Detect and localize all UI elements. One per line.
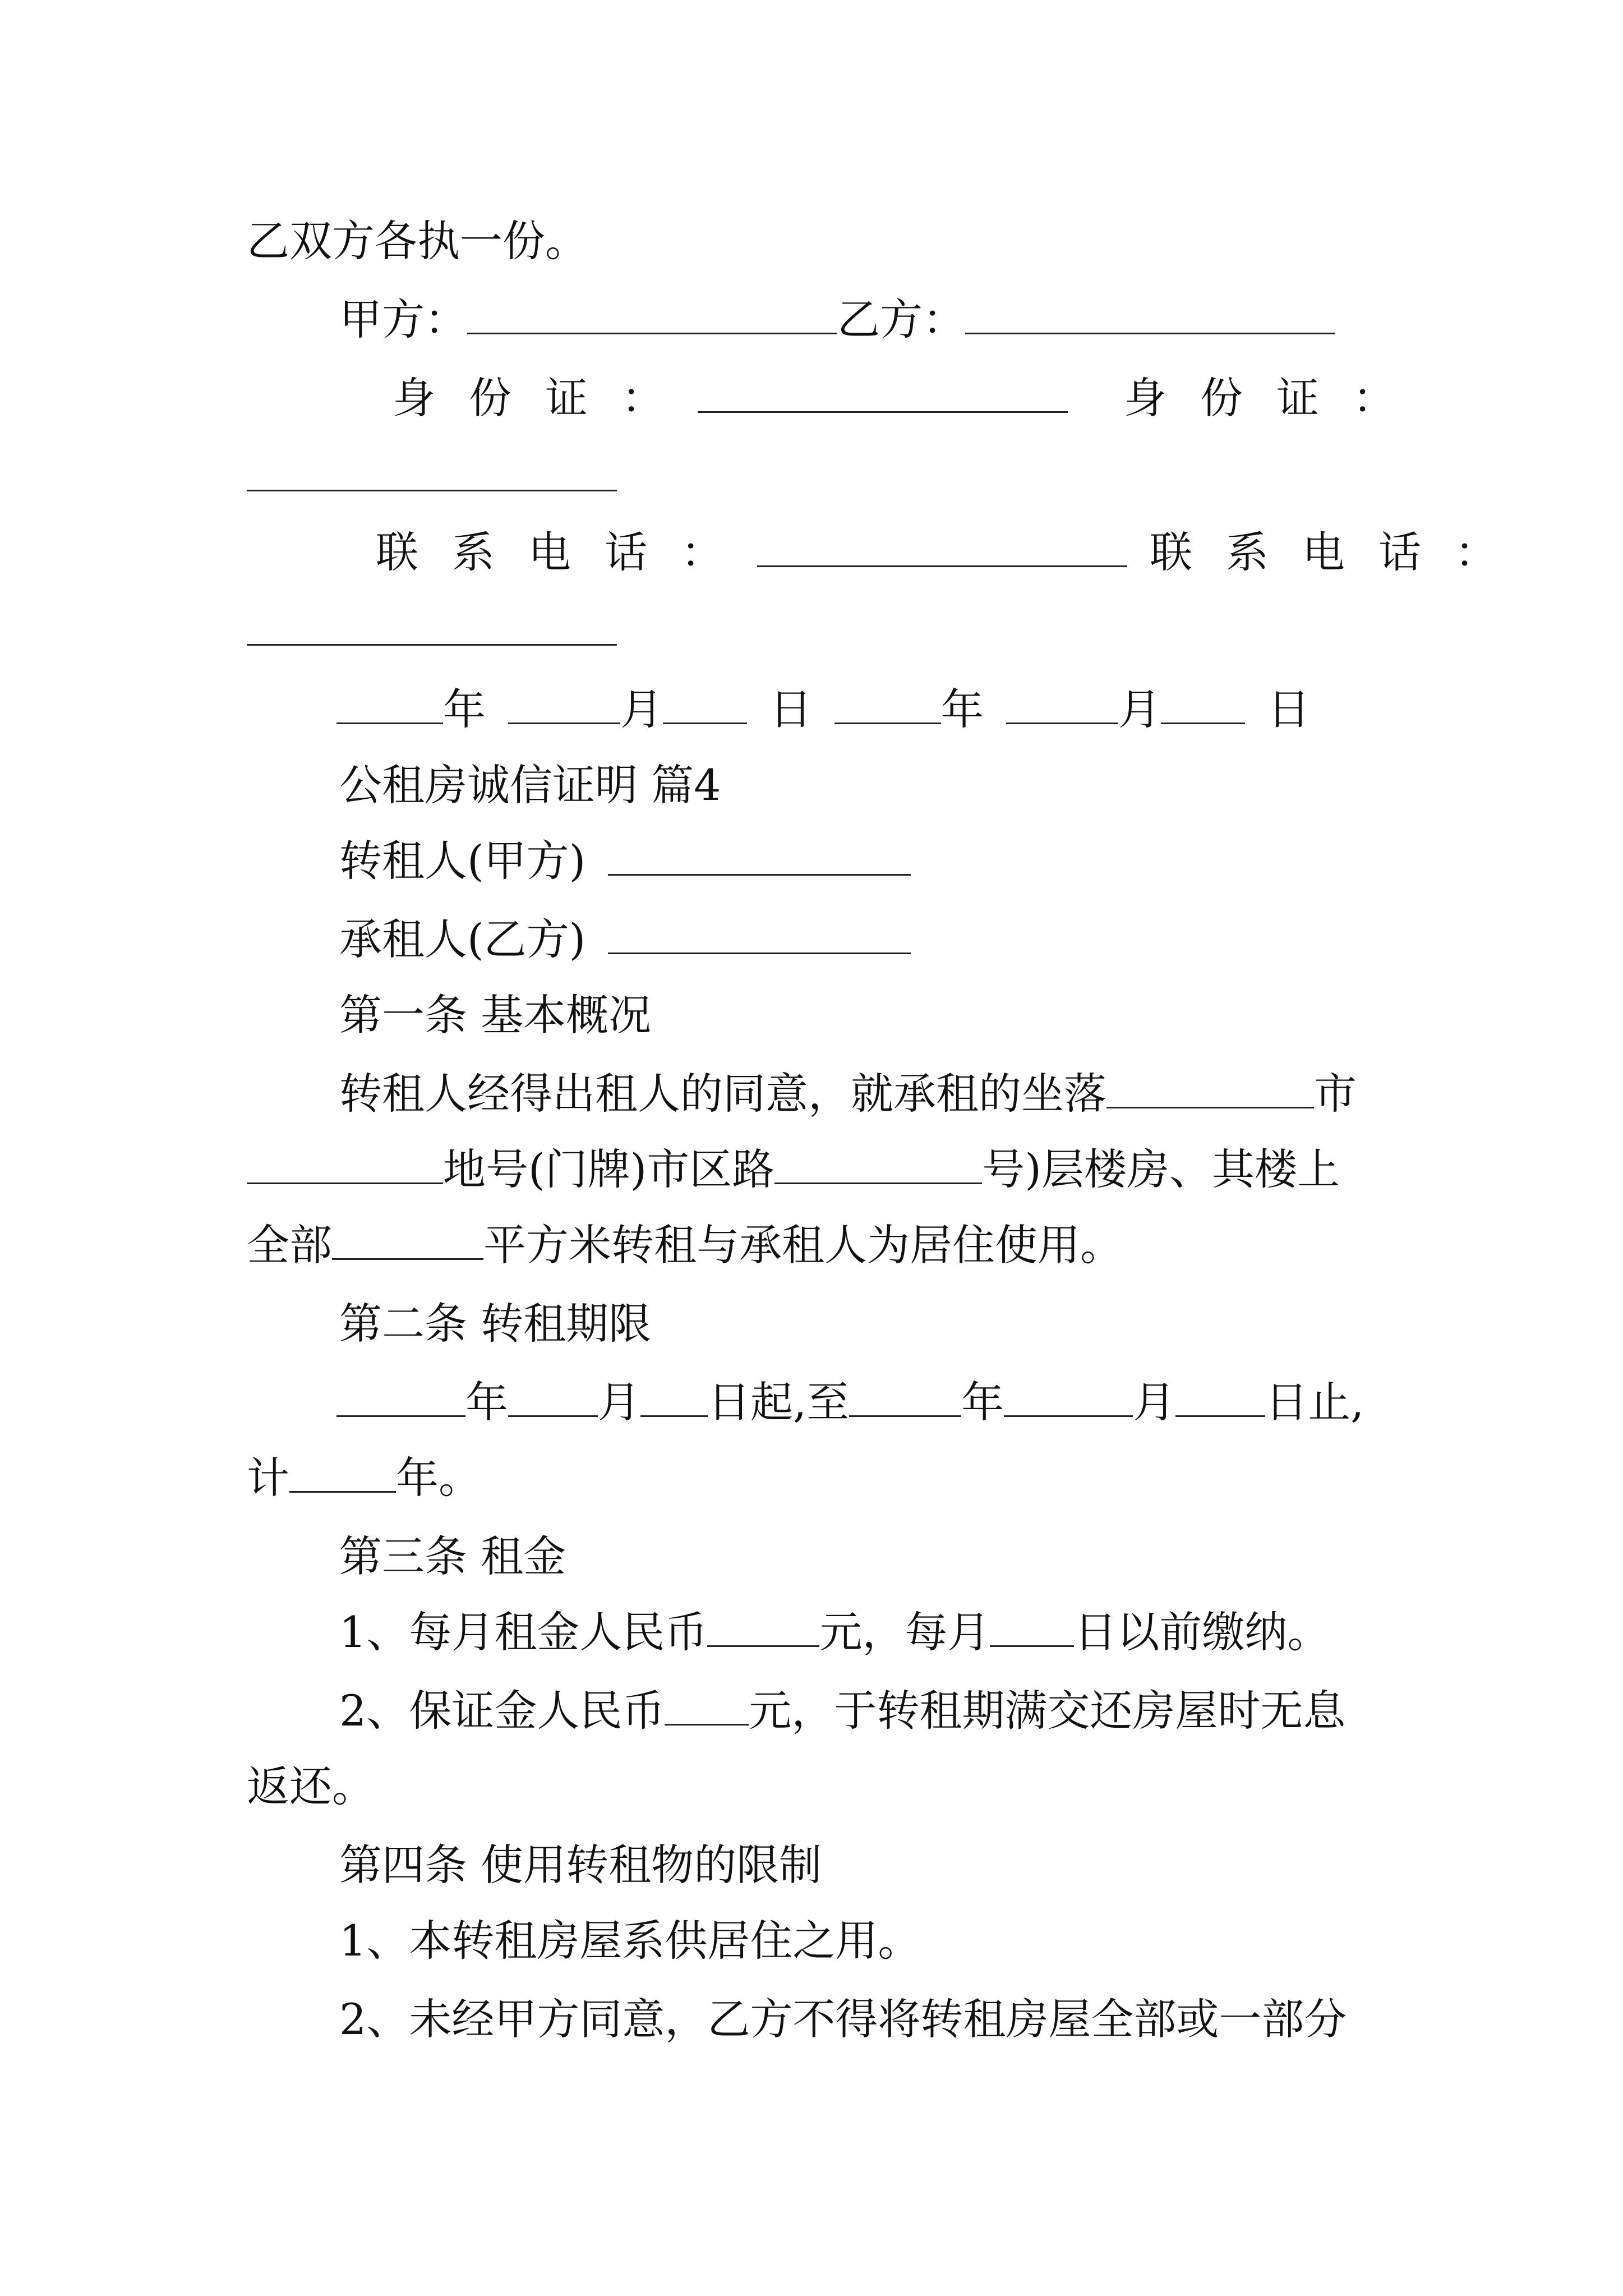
text-line — [247, 1142, 1340, 1198]
article-heading — [339, 1529, 566, 1585]
party-a-blank[interactable] — [467, 296, 837, 334]
text-span: 地号(门牌)市区路 — [443, 1144, 775, 1194]
date-blank[interactable] — [508, 685, 620, 724]
text-line — [339, 833, 911, 889]
sublessee-blank[interactable] — [608, 915, 911, 954]
text-span: 年。 — [396, 1453, 481, 1503]
text-line — [339, 1913, 920, 1969]
date-blank[interactable] — [336, 1378, 465, 1417]
id-card-label-b: 身份证： — [1124, 373, 1429, 423]
text-span: 第四条 使用转租物的限制 — [339, 1840, 822, 1890]
date-blank[interactable] — [834, 685, 941, 724]
text-span: 平方米转租与承租人为居住使用。 — [483, 1220, 1123, 1270]
date-blank[interactable] — [640, 1378, 708, 1417]
text-span: 月 — [1133, 1377, 1176, 1427]
text-span: 计 — [247, 1453, 289, 1503]
date-blank[interactable] — [849, 1378, 961, 1417]
payment-day-blank[interactable] — [990, 1608, 1074, 1647]
signature-party-line — [339, 292, 1335, 348]
id-card-blank-a[interactable] — [698, 374, 1068, 413]
text-span: 乙双方各执一份。 — [247, 216, 588, 266]
party-b-label: 乙方： — [837, 295, 965, 344]
sublessor-blank[interactable] — [608, 837, 911, 876]
date-blank[interactable] — [508, 1378, 598, 1417]
text-line — [339, 1683, 1345, 1739]
date-blank[interactable] — [1161, 685, 1245, 724]
text-span: 日起,至 — [708, 1377, 850, 1427]
text-span: 月 — [598, 1377, 640, 1427]
term-line — [336, 1374, 1364, 1430]
text-line — [339, 1066, 1357, 1122]
land-number-blank[interactable] — [247, 1145, 443, 1184]
date-blank[interactable] — [1006, 685, 1118, 724]
id-card-line — [393, 370, 1429, 426]
phone-continuation — [247, 603, 617, 659]
id-card-blank-b[interactable] — [247, 453, 617, 491]
text-span: 日 — [1267, 684, 1310, 734]
party-b-blank[interactable] — [965, 296, 1335, 334]
phone-label-a: 联系电话： — [376, 527, 757, 577]
text-span: 公租房诚信证明 篇4 — [339, 760, 721, 810]
text-span: 元，于转租期满交还房屋时无息 — [749, 1686, 1346, 1736]
date-blank[interactable] — [1004, 1378, 1133, 1417]
text-span: 第二条 转租期限 — [339, 1299, 652, 1349]
text-span: 日 — [769, 684, 812, 734]
text-line — [247, 213, 588, 269]
text-line — [339, 912, 911, 968]
text-span: 年 — [941, 684, 984, 734]
text-span: 月 — [620, 684, 663, 734]
date-line — [336, 682, 1310, 738]
deposit-blank[interactable] — [665, 1687, 749, 1726]
text-line — [247, 1450, 481, 1506]
text-span: 转租人经得出租人的同意，就承租的坐落 — [339, 1069, 1106, 1119]
phone-blank-b[interactable] — [247, 607, 617, 646]
article-heading — [339, 1837, 822, 1893]
text-line — [339, 1991, 1347, 2047]
text-line — [247, 1217, 1123, 1273]
text-span: 转租人(甲方) — [339, 836, 586, 886]
text-span: 日以前缴纳。 — [1074, 1607, 1330, 1657]
text-span: 1、本转租房屋系供居住之用。 — [339, 1916, 921, 1966]
date-blank[interactable] — [663, 685, 747, 724]
years-blank[interactable] — [289, 1454, 396, 1493]
text-span: 号)层楼房、其楼上 — [982, 1144, 1340, 1194]
id-card-label-a: 身份证： — [393, 373, 698, 423]
phone-line — [376, 524, 1531, 581]
text-span: 日止, — [1265, 1377, 1364, 1427]
id-card-continuation — [247, 449, 617, 505]
text-span: 年 — [443, 684, 486, 734]
section-heading — [339, 757, 721, 813]
article-heading — [339, 1296, 651, 1352]
text-span: 1、每月租金人民币 — [339, 1607, 708, 1657]
text-span: 月 — [1118, 684, 1161, 734]
text-span: 第三条 租金 — [339, 1531, 566, 1581]
text-span: 2、未经甲方同意，乙方不得将转租房屋全部或一部分 — [339, 1994, 1347, 2044]
phone-label-b: 联系电话： — [1150, 527, 1531, 577]
text-span: 返还。 — [247, 1761, 375, 1811]
text-line — [247, 1759, 375, 1815]
text-span: 2、保证金人民币 — [339, 1686, 665, 1736]
phone-blank-a[interactable] — [757, 528, 1127, 567]
text-span: 第一条 基本概况 — [339, 990, 652, 1040]
area-blank[interactable] — [332, 1221, 483, 1260]
text-span: 承租人(乙方) — [339, 914, 586, 964]
text-span: 元，每月 — [819, 1607, 990, 1657]
monthly-rent-blank[interactable] — [707, 1608, 819, 1647]
text-span: 全部 — [247, 1220, 332, 1270]
road-number-blank[interactable] — [774, 1145, 982, 1184]
party-a-label: 甲方： — [339, 295, 467, 344]
date-blank[interactable] — [1175, 1378, 1265, 1417]
date-blank[interactable] — [336, 685, 443, 724]
article-heading — [339, 987, 651, 1043]
text-span: 市 — [1314, 1069, 1357, 1119]
text-span: 年 — [465, 1377, 508, 1427]
location-blank[interactable] — [1106, 1070, 1314, 1108]
text-line — [339, 1604, 1330, 1660]
text-span: 年 — [961, 1377, 1004, 1427]
